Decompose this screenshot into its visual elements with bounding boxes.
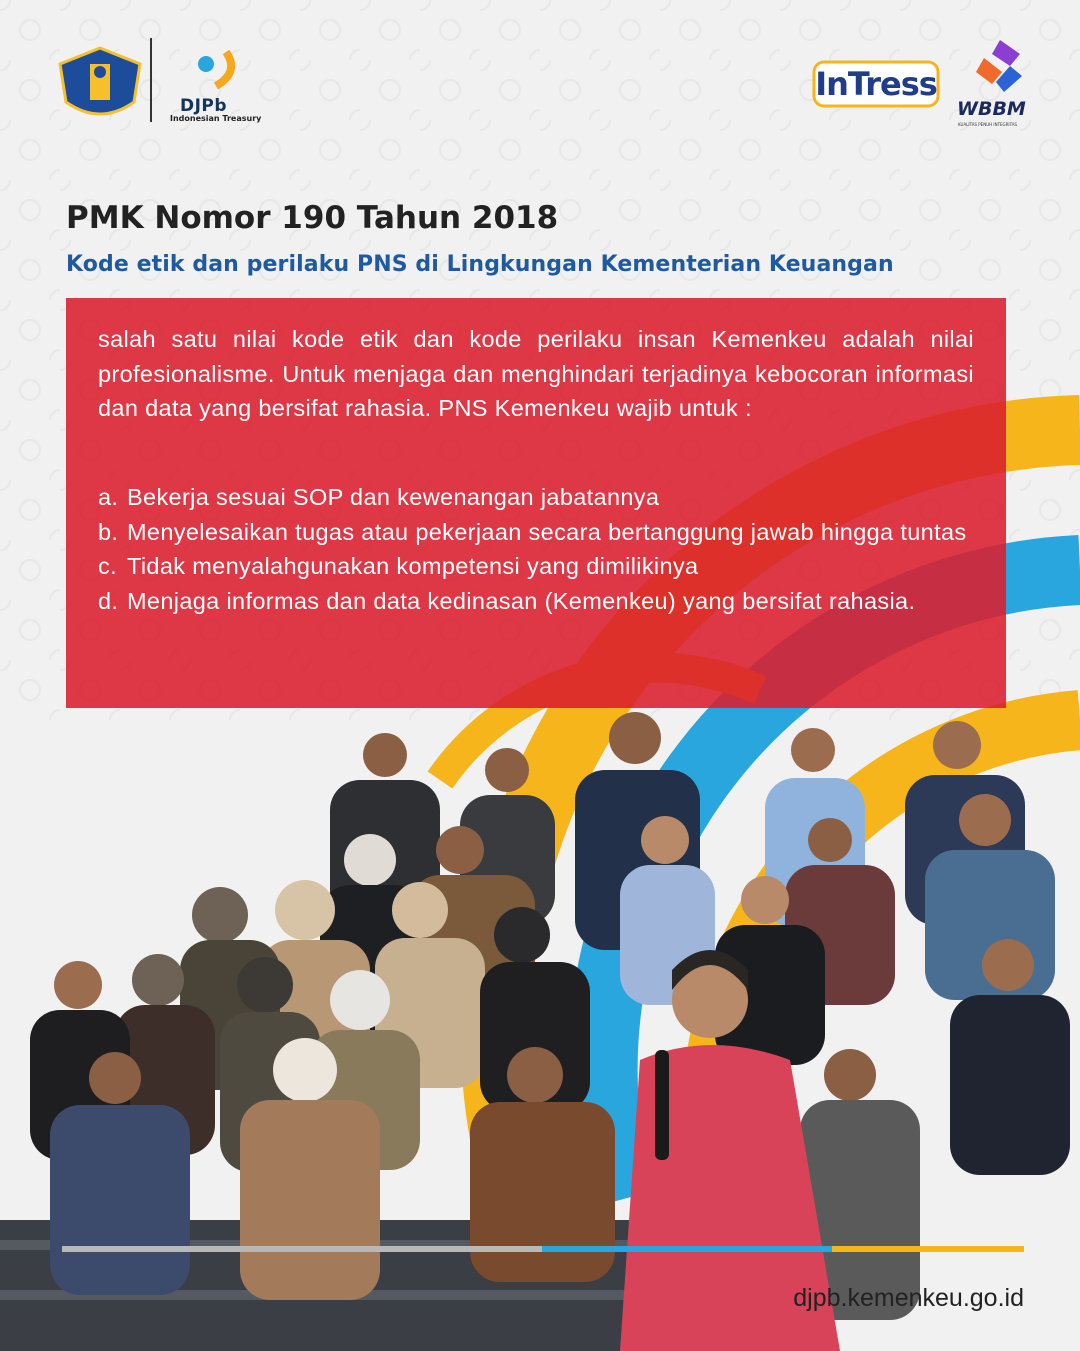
footer-bar-yellow <box>832 1246 1024 1252</box>
list-item-text: Tidak menyalahgunakan kompetensi yang dimilikinya <box>127 553 699 579</box>
wbbm-logo-subtext: KUALITAS PENUH INTEGRITAS <box>958 122 1018 127</box>
list-item <box>98 584 978 619</box>
list-item <box>98 515 978 550</box>
footer-bar-gray <box>62 1246 542 1252</box>
website-url: djpb.kemenkeu.go.id <box>793 1284 1024 1312</box>
wbbm-logo <box>970 36 1030 96</box>
list-item <box>98 549 978 584</box>
list-item-mark: c. <box>98 553 117 579</box>
intress-logo-text: InTress <box>815 65 937 103</box>
list-item <box>98 480 978 515</box>
list-item-mark: b. <box>98 518 119 545</box>
djpb-logo-text: DJPb <box>180 96 228 116</box>
page-subtitle: Kode etik dan perilaku PNS di Lingkungan Kementerian Keuangan <box>66 252 894 277</box>
logo-divider <box>150 38 152 122</box>
obligation-list <box>98 480 978 618</box>
list-item-text: Menyelesaikan tugas atau pekerjaan secara bertanggung jawab hingga tuntas <box>127 518 967 545</box>
intro-paragraph: salah satu nilai kode etik dan kode perilaku insan Kemenkeu adalah nilai profesionalisme. Untuk menjaga dan menghindari terjadinya kebocoran informasi dan data yang bersifat rahasia. PNS Kemenkeu wajib untuk : <box>98 326 974 421</box>
list-item-text: Menjaga informas dan data kedinasan (Kemenkeu) yang bersifat rahasia. <box>127 587 916 614</box>
audience-photo <box>0 700 1080 1351</box>
wbbm-logo-text: WBBM <box>957 98 1026 120</box>
list-item-mark: d. <box>98 587 119 614</box>
djpb-logo-subtext: Indonesian Treasury <box>170 114 262 123</box>
list-item-text: Bekerja sesuai SOP dan kewenangan jabatannya <box>127 484 660 510</box>
footer-bar-blue <box>542 1246 832 1252</box>
list-item-mark: a. <box>98 484 119 510</box>
page-title: PMK Nomor 190 Tahun 2018 <box>66 200 559 236</box>
intress-logo <box>812 58 940 110</box>
